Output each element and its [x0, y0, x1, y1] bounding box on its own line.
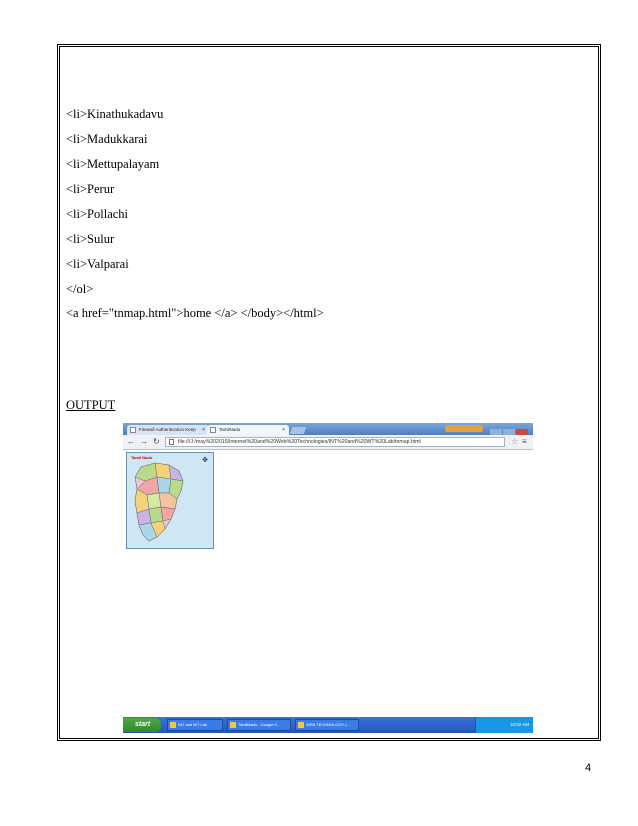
page-number: 4 [585, 762, 592, 774]
map-title: Tamil Nadu [131, 455, 153, 460]
compass-icon: ✥ [202, 457, 208, 464]
tab-label: TamilNadu [219, 427, 241, 432]
code-line: <li>Madukkarai [66, 132, 148, 146]
close-icon[interactable]: × [202, 427, 205, 433]
taskbar-item[interactable] [167, 719, 223, 731]
forward-icon[interactable]: → [140, 437, 148, 446]
code-line: <a href="tnmap.html">home </a> </body></html> [66, 306, 324, 320]
code-line: <li>Sulur [66, 232, 115, 246]
start-button[interactable]: start [123, 718, 161, 732]
code-line: <li>Perur [66, 182, 115, 196]
address-text: file:///J:/may%202015/Internet%20and%20Web%20Technologies/INT%20and%20WT%20Lab/tnmap.html [178, 439, 421, 445]
output-heading: OUTPUT [66, 398, 116, 412]
clock: 10:02 AM [509, 722, 529, 727]
code-line: </ol> [66, 282, 94, 296]
address-toolbar [123, 435, 533, 450]
address-input[interactable] [165, 437, 505, 447]
code-line: <li>Kinathukadavu [66, 107, 164, 121]
bookmark-star-icon[interactable]: ☆ [511, 437, 519, 446]
new-tab-button[interactable] [290, 427, 307, 434]
taskbar-item-label: TamilNadu - Google C... [238, 722, 281, 727]
code-line: <li>Mettupalayam [66, 157, 160, 171]
page-icon [130, 427, 136, 433]
folder-icon [170, 722, 176, 728]
close-icon[interactable]: × [282, 427, 285, 433]
browser-tab-bar [123, 423, 533, 435]
taskbar-item[interactable] [227, 719, 291, 731]
taskbar-item[interactable] [295, 719, 359, 731]
document-icon [169, 439, 174, 445]
warning-badge [445, 425, 483, 432]
tamil-nadu-map-image[interactable] [126, 452, 214, 549]
code-line: <li>Valparai [66, 257, 129, 271]
map-graphic [127, 453, 213, 548]
taskbar-item-label: WEB TECHNOLOGY L... [306, 722, 351, 727]
browser-tab[interactable] [127, 425, 209, 435]
browser-icon [230, 722, 236, 728]
output-screenshot [123, 423, 533, 733]
document-icon [298, 722, 304, 728]
tab-label: Firewall Authentication Keep [139, 427, 196, 432]
back-icon[interactable]: ← [127, 437, 135, 446]
reload-icon[interactable]: ↻ [153, 437, 160, 446]
browser-tab-active[interactable] [207, 425, 289, 435]
taskbar-item-label: INT and WT Lab [178, 722, 208, 727]
window-controls [489, 424, 529, 432]
page-icon [210, 427, 216, 433]
system-tray [475, 717, 533, 733]
windows-taskbar [123, 717, 533, 733]
code-line: <li>Pollachi [66, 207, 129, 221]
menu-icon[interactable]: ≡ [522, 437, 527, 446]
